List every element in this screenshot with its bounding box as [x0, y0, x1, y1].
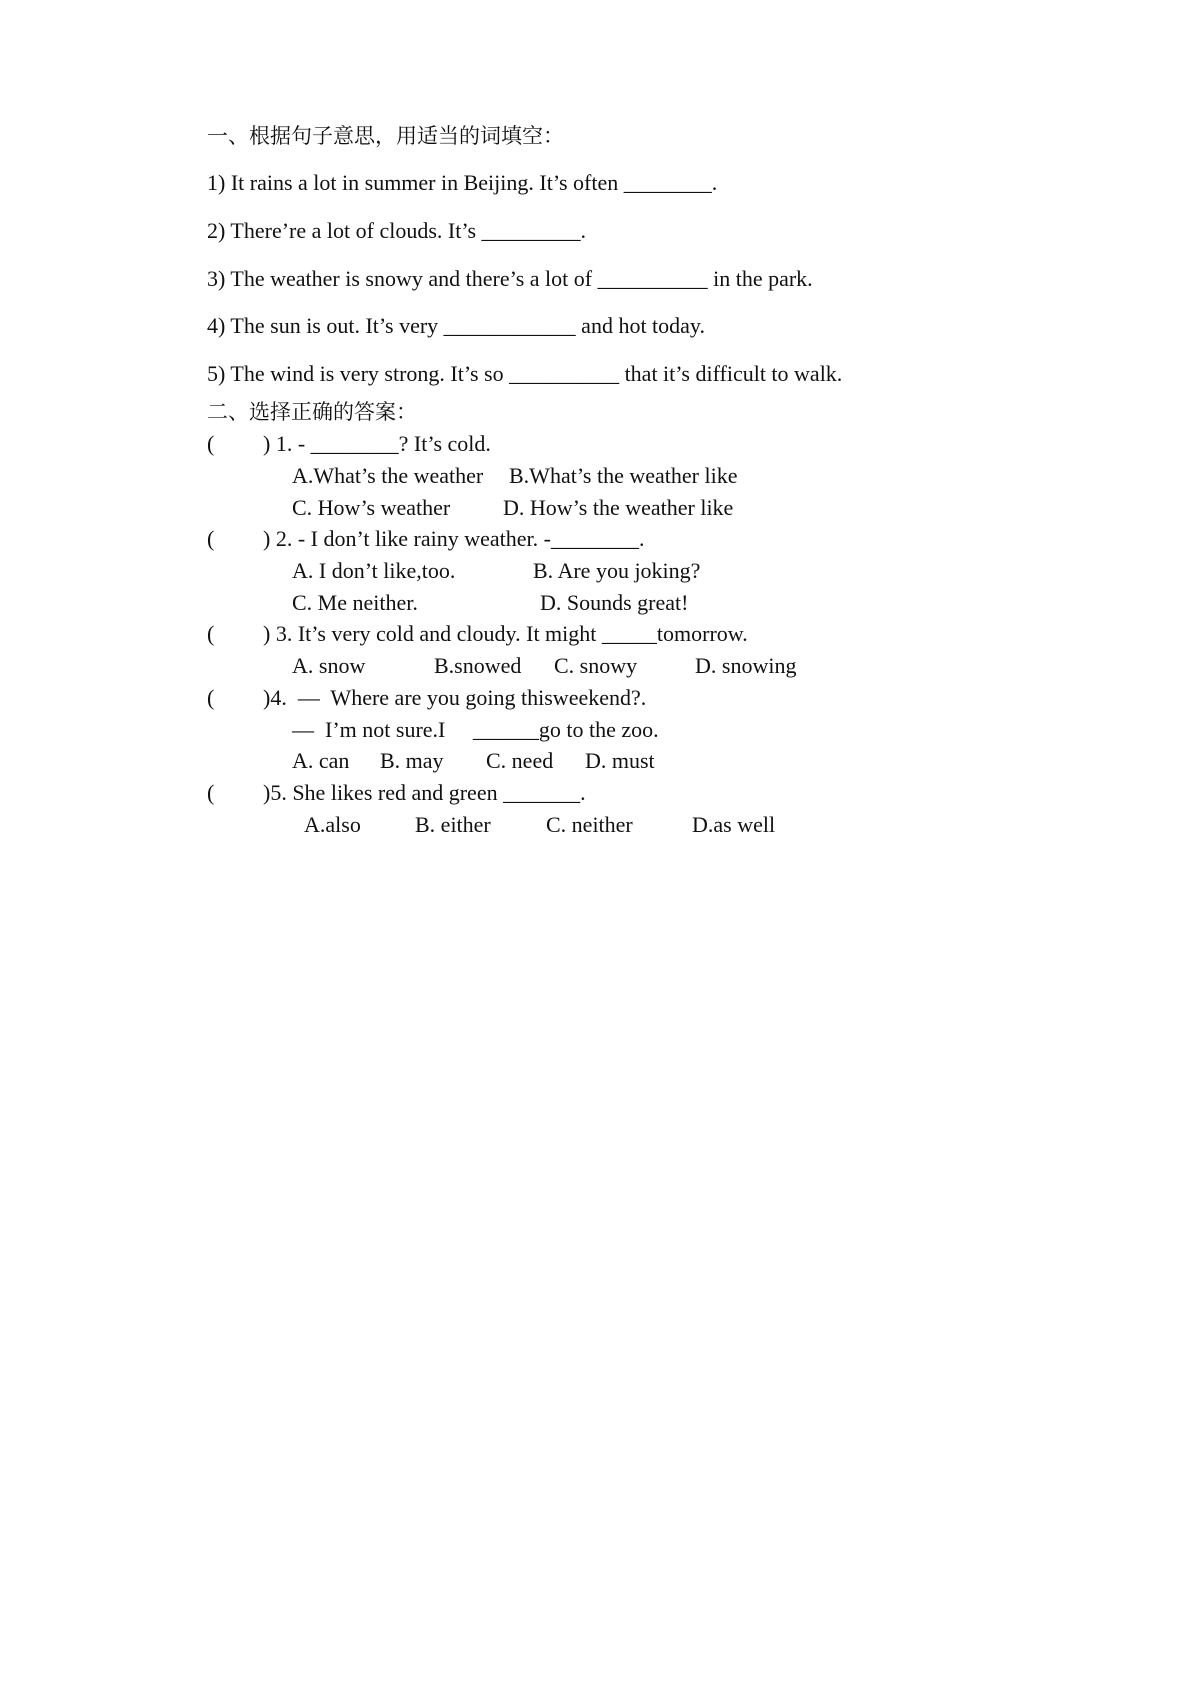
mc-option: C. neither	[546, 812, 633, 837]
mc-option: C. snowy	[554, 653, 638, 678]
mc-option: C. Me neither.	[292, 590, 418, 615]
mc-option: D. snowing	[695, 653, 797, 678]
fill-blank-item-1: 1) It rains a lot in summer in Beijing. It’s often ________.	[207, 170, 718, 195]
mc-option: B. may	[380, 748, 444, 773]
fill-blank-item-2: 2) There’re a lot of clouds. It’s _________.	[207, 218, 587, 243]
answer-paren: (	[207, 780, 215, 805]
mc-option: A. snow	[292, 653, 366, 678]
fill-blank-item-4: 4) The sun is out. It’s very ____________ and hot today.	[207, 313, 706, 338]
answer-paren: (	[207, 431, 215, 456]
mc-question-2: ) 2. - I don’t like rainy weather. -________.	[263, 526, 645, 551]
mc-option: B.What’s the weather like	[509, 463, 738, 488]
mc-option: A. I don’t like,too.	[292, 558, 456, 583]
fill-blank-item-3: 3) The weather is snowy and there’s a lot of __________ in the park.	[207, 266, 813, 291]
mc-question-1: ) 1. - ________? It’s cold.	[263, 431, 491, 456]
mc-option: A.also	[304, 812, 361, 837]
mc-option: B. either	[415, 812, 491, 837]
mc-option: C. need	[486, 748, 554, 773]
mc-question-4-response: — I’m not sure.I ______go to the zoo.	[292, 717, 659, 742]
mc-option: C. How’s weather	[292, 495, 451, 520]
mc-question-5: )5. She likes red and green _______.	[263, 780, 586, 805]
mc-question-3: ) 3. It’s very cold and cloudy. It might _____tomorrow.	[263, 621, 748, 646]
mc-option: B. Are you joking?	[533, 558, 701, 583]
mc-option: D. How’s the weather like	[503, 495, 734, 520]
answer-paren: (	[207, 685, 215, 710]
mc-question-4: )4. — Where are you going thisweekend?.	[263, 685, 647, 710]
section1-heading: 一、根据句子意思，用适当的词填空：	[207, 124, 564, 148]
fill-blank-item-5: 5) The wind is very strong. It’s so __________ that it’s difficult to walk.	[207, 361, 843, 386]
answer-paren: (	[207, 621, 215, 646]
mc-option: A. can	[292, 748, 350, 773]
mc-option: D.as well	[692, 812, 776, 837]
mc-option: D. must	[585, 748, 655, 773]
section2-heading: 二、选择正确的答案：	[207, 400, 417, 424]
mc-option: B.snowed	[434, 653, 522, 678]
answer-paren: (	[207, 526, 215, 551]
mc-option: A.What’s the weather	[292, 463, 484, 488]
mc-option: D. Sounds great!	[540, 590, 689, 615]
